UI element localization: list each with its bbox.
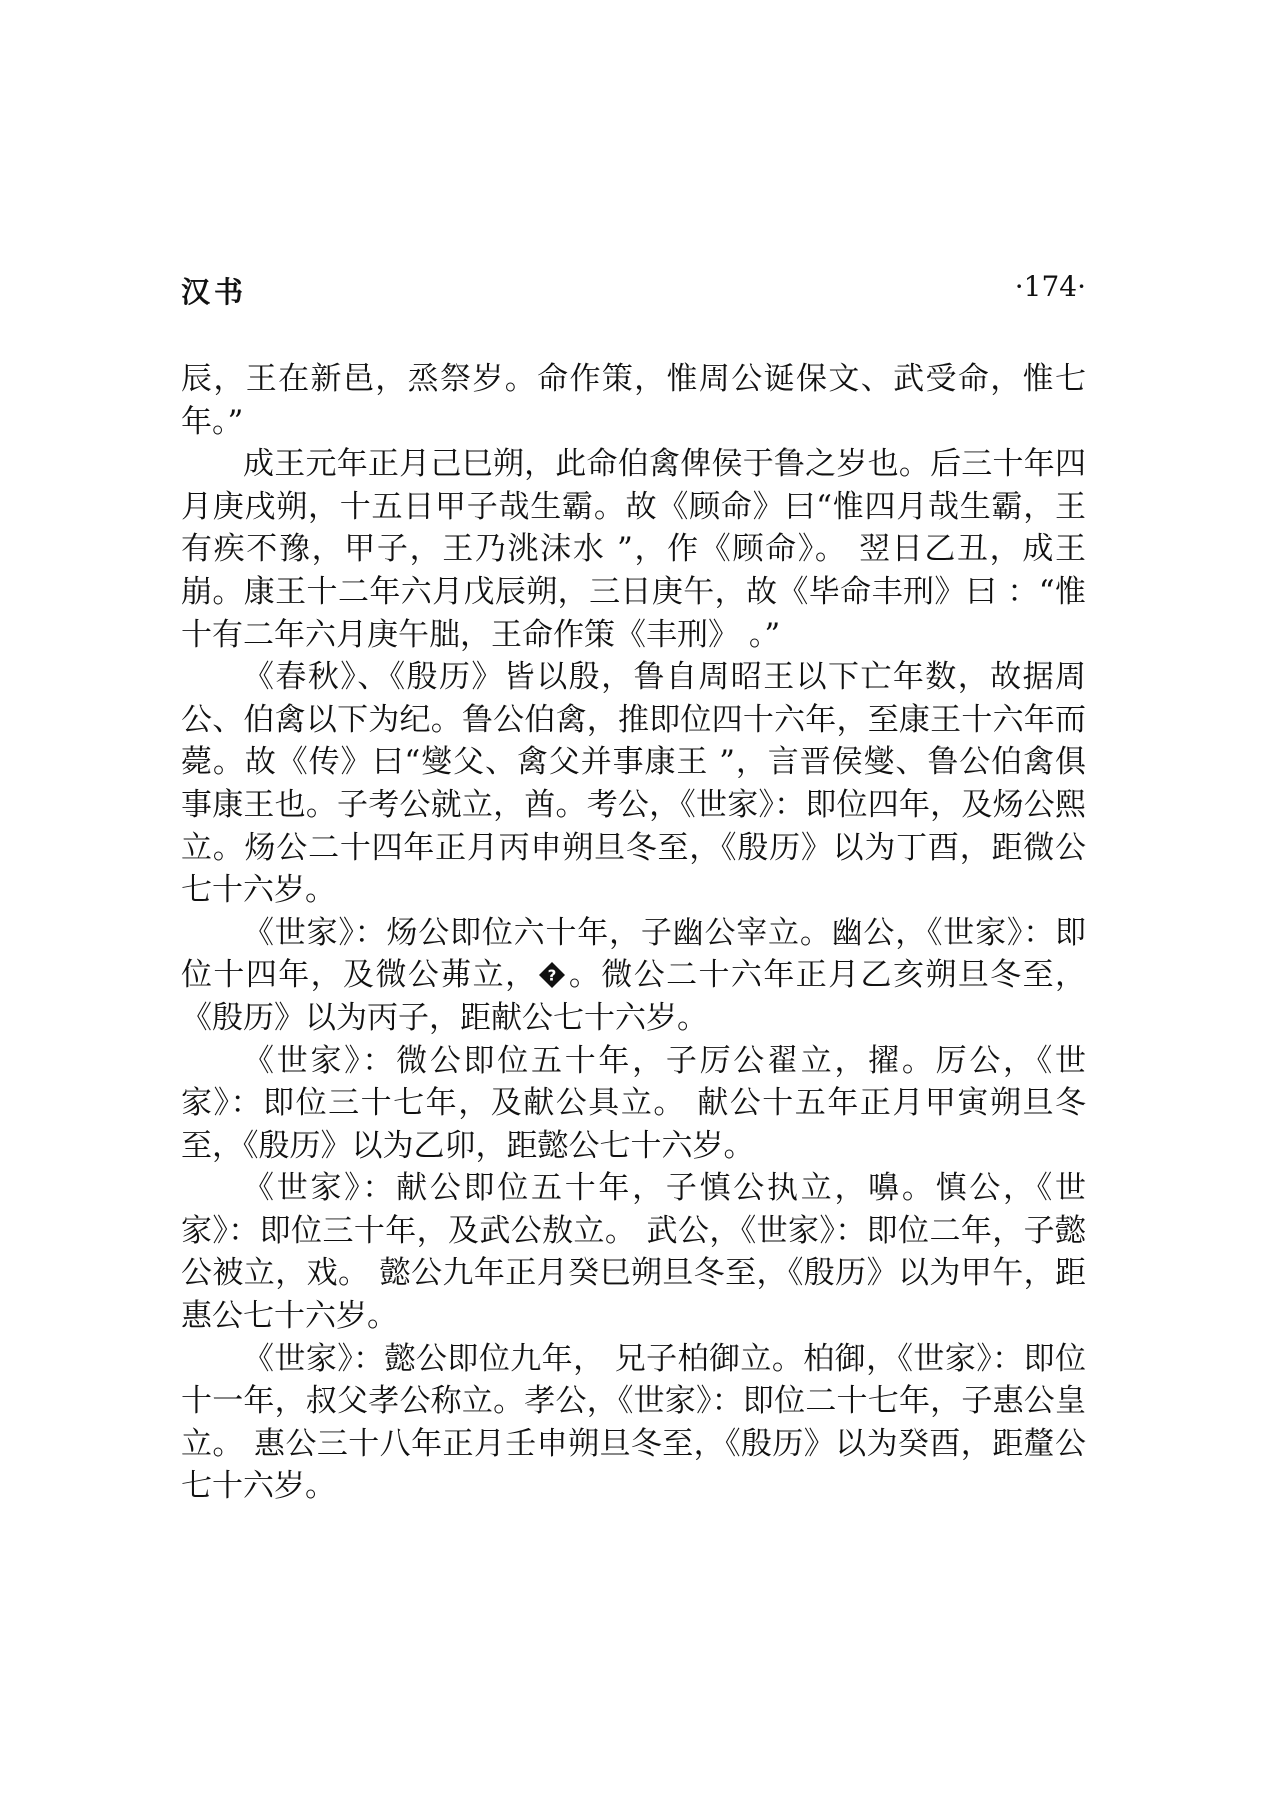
paragraph-6: 《世家》：献公即位五十年，子慎公执立，嚊。慎公，《世家》：即位三十年，及武公敖立。 武公，《世家》：即位二年，子懿公被立，戏。 懿公九年正月癸巳朔旦冬至，《殷历》以为甲午，距惠公七十六岁。 (181, 1170, 1086, 1335)
paragraph-7: 《世家》：懿公即位九年， 兄子柏御立。柏御，《世家》：即位十一年，叔父孝公称立。孝公，《世家》：即位二十七年，子惠公皇立。 惠公三十八年正月壬申朔旦冬至，《殷历》以为癸酉，距釐公七十六岁。 (181, 1340, 1086, 1505)
missing-glyph-icon (538, 961, 566, 989)
paragraph-2: 成王元年正月己巳朔，此命伯禽俾侯于鲁之岁也。后三十年四月庚戌朔，十五日甲子哉生霸。故《顾命》曰“惟四月哉生霸，王有疾不豫，甲子，王乃洮沫水 ”，作《顾命》。 翌日乙丑，成王崩。康王十二年六月戊辰朔，三日庚午，故《毕命丰刑》曰 ：“惟十有二年六月庚午朏，王命作策《丰刑》 。” (181, 446, 1086, 653)
body-text (181, 358, 1086, 1508)
paragraph-4 (181, 912, 1086, 1040)
svg-text:?: ? (548, 966, 557, 985)
running-title: 汉书 (181, 275, 248, 309)
paragraph-1: 辰，王在新邑，烝祭岁。命作策，惟周公诞保文、武受命，惟七年。” (181, 361, 1086, 440)
paragraph-3: 《春秋》、《殷历》皆以殷，鲁自周昭王以下亡年数，故据周公、伯禽以下为纪。鲁公伯禽，推即位四十六年，至康王十六年而薨。故《传》曰“燮父、禽父并事康王 ”，言晋侯燮、鲁公伯禽俱事康王也。子考公就立，酋。考公，《世家》：即位四年，及炀公熙立。炀公二十四年正月丙申朔旦冬至，《殷历》以为丁酉，距微公七十六岁。 (181, 659, 1086, 909)
paragraph-4-text-before: 《世家》：炀公即位六十年，子幽公宰立。幽公，《世家》：即位十四年，及微公茀立， (181, 914, 1086, 994)
page-number: ·174· (1014, 270, 1086, 303)
paragraph-5: 《世家》：微公即位五十年，子厉公翟立，擢。厉公，《世家》：即位三十七年，及献公具立。 献公十五年正月甲寅朔旦冬至，《殷历》以为乙卯，距懿公七十六岁。 (181, 1042, 1086, 1164)
paragraph-4-text-after: 。微公二十六年正月乙亥朔旦冬至，《殷历》以为丙子，距献公七十六岁。 (181, 957, 1087, 1036)
page-header (181, 270, 1086, 318)
